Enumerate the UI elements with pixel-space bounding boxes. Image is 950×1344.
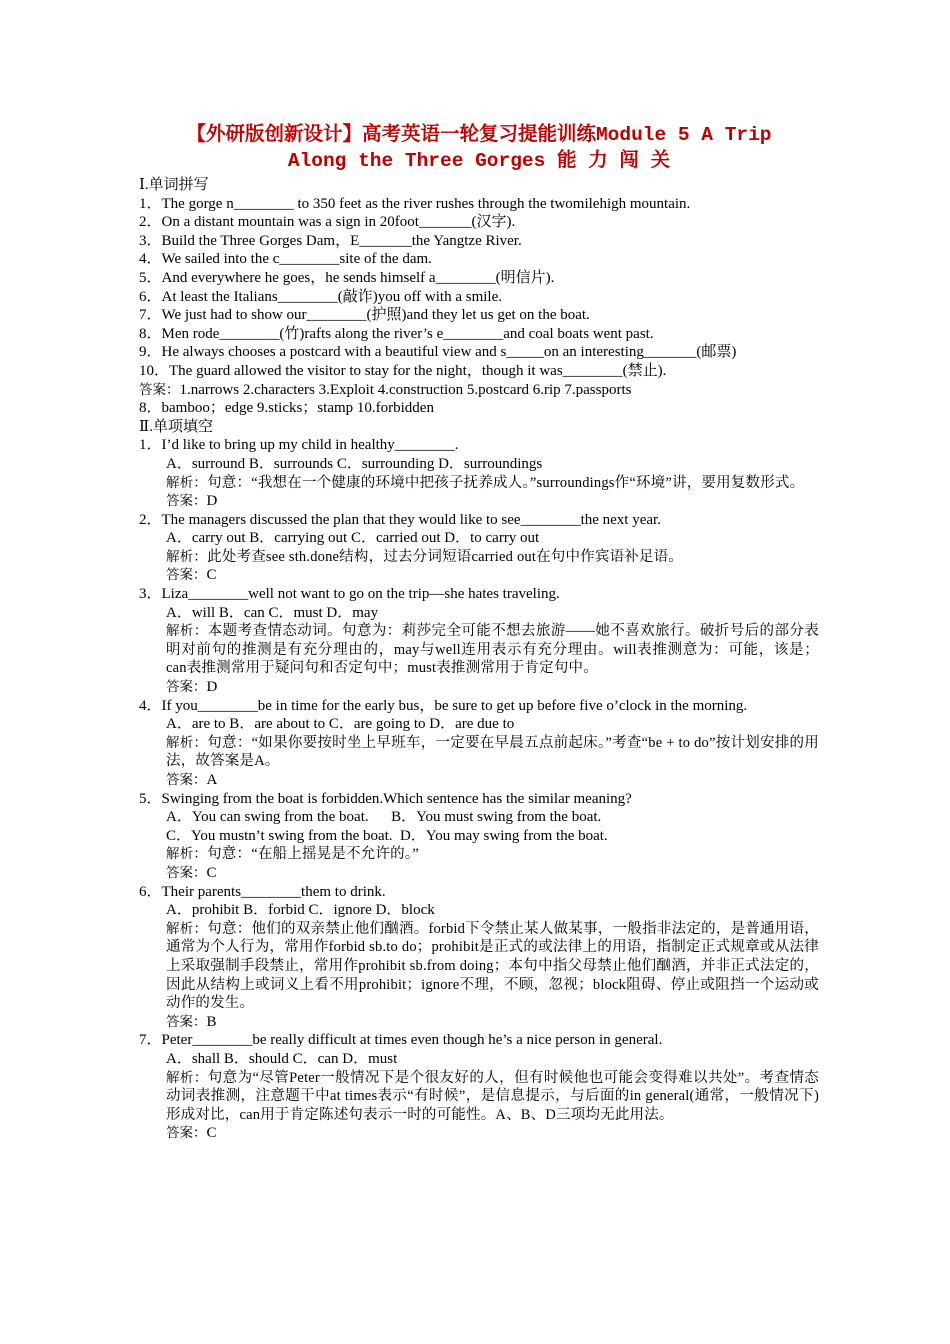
answer-value: D <box>206 493 218 510</box>
question-block <box>139 883 819 1032</box>
spelling-item: 1．The gorge n________ to 350 feet as the river rushes through the twomilehigh mountain. <box>139 195 691 212</box>
spelling-item: 9．He always chooses a postcard with a beautiful view and s_____on an interesting_______(邮票) <box>139 344 737 361</box>
answer <box>139 492 819 511</box>
question-options: A．prohibit B．forbid C．ignore D．block <box>166 902 435 919</box>
answer-value: D <box>206 679 218 696</box>
analysis <box>139 548 819 567</box>
question-block <box>139 436 819 510</box>
question-block <box>139 585 819 697</box>
analysis-label: 解析： <box>166 623 208 640</box>
analysis-label: 解析： <box>166 846 208 863</box>
answer-label: 答案： <box>166 679 207 696</box>
spelling-item: 10．The guard allowed the visitor to stay for the night，though it was________(禁止). <box>139 362 667 379</box>
analysis-text: 句意：“在船上摇晃是不允许的。” <box>207 846 419 863</box>
question-block <box>139 697 819 790</box>
question-text: 3．Liza________well not want to go on the trip—she hates traveling. <box>139 586 560 603</box>
analysis-label: 解析： <box>166 734 208 751</box>
answer-label: 答案： <box>166 1013 207 1030</box>
analysis <box>139 622 819 678</box>
question-options: A．shall B．should C．can D．must <box>166 1050 398 1067</box>
answer-label: 答案： <box>166 493 207 510</box>
answer-label: 答案： <box>139 381 180 398</box>
analysis-text: 句意：“我想在一个健康的环境中把孩子抚养成人。”surroundings作“环境”讲，要用复数形式。 <box>207 474 805 491</box>
question-text: 2．The managers discussed the plan that they would like to see________the next year. <box>139 511 661 528</box>
question-options: A．carry out B．carrying out C．carried out D．to carry out <box>166 530 540 547</box>
analysis <box>139 920 819 1013</box>
analysis-label: 解析： <box>166 920 208 937</box>
answer <box>139 1124 819 1143</box>
answer-value: C <box>206 1125 217 1142</box>
answer <box>139 678 819 697</box>
analysis <box>139 845 819 864</box>
section-1-answer <box>139 381 819 400</box>
answer <box>139 1013 819 1032</box>
question-text: 6．Their parents________them to drink. <box>139 883 386 900</box>
document-page <box>139 122 819 1143</box>
spelling-item: 5．And everywhere he goes，he sends himself a________(明信片). <box>139 269 555 286</box>
question-block <box>139 1031 819 1143</box>
section-1-answer-cont: 8．bamboo；edge 9.sticks；stamp 10.forbidden <box>139 400 434 417</box>
analysis <box>139 734 819 771</box>
question-options: A．will B．can C．must D．may <box>166 604 379 621</box>
analysis <box>139 1069 819 1125</box>
spelling-item: 4．We sailed into the c________site of the dam. <box>139 251 432 268</box>
document-title <box>139 122 819 174</box>
question-block <box>139 511 819 585</box>
analysis-text: 句意为“尽管Peter一般情况下是个很友好的人，但有时候他也可能会变得难以共处”。考查情态动词表推测，注意题干中at times表示“有时候”，是信息提示，与后面的in general(通常，一般情况下)形成对比，can用于肯定陈述句表示一时的可能性。A、B、D三项均无此用法。 <box>166 1069 819 1123</box>
question-text: 4．If you________be in time for the early bus，be sure to get up before five o’clock in the morning. <box>139 697 748 714</box>
spelling-item: 3．Build the Three Gorges Dam，E_______the Yangtze River. <box>139 232 522 249</box>
question-text: 7．Peter________be really difficult at times even though he’s a nice person in general. <box>139 1032 663 1049</box>
answer <box>139 864 819 883</box>
section-2-heading: Ⅱ.单项填空 <box>139 418 213 435</box>
analysis <box>139 474 819 493</box>
spelling-item: 8．Men rode________(竹)rafts along the river’s e________and coal boats went past. <box>139 325 654 342</box>
question-text: 1．I’d like to bring up my child in healthy________. <box>139 437 459 454</box>
answer-label: 答案： <box>166 1125 207 1142</box>
question-options: A．surround B．surrounds C．surrounding D．surroundings <box>166 455 543 472</box>
answer-label: 答案： <box>166 772 207 788</box>
question-options: C．You mustn’t swing from the boat. D．You may swing from the boat. <box>166 827 608 844</box>
answer-text: 1.narrows 2.characters 3.Exploit 4.construction 5.postcard 6.rip 7.passports <box>179 381 632 398</box>
analysis-label: 解析： <box>166 1069 208 1086</box>
answer-value: B <box>206 1013 217 1030</box>
question-block <box>139 790 819 883</box>
question-options: A．You can swing from the boat. B．You must swing from the boat. <box>166 809 602 826</box>
answer <box>139 566 819 585</box>
analysis-label: 解析： <box>166 548 208 565</box>
section-1-heading: Ⅰ.单词拼写 <box>139 177 209 193</box>
answer-label: 答案： <box>166 864 207 881</box>
spelling-item: 2．On a distant mountain was a sign in 20foot_______(汉字). <box>139 214 516 231</box>
analysis-text: 句意：“如果你要按时坐上早班车，一定要在早晨五点前起床。”考查“be + to do”按计划安排的用法，故答案是A。 <box>166 734 819 770</box>
analysis-text: 句意：他们的双亲禁止他们酗酒。forbid下令禁止某人做某事，一般指非法定的，是普通用语，通常为个人行为，常用作forbid sb.to do；prohibit是正式的或法律上的用语，指制定正式规章或从法律上采取强制手段禁止，常用作prohibit sb.from doing；本句中指父母禁止他们酗酒，并非正式法定的，因此从结构上或词义上看不用prohibit；ignore不理，不顾，忽视；block阻碍、停止或阻挡一个运动或动作的发生。 <box>166 920 819 1012</box>
spelling-item: 7．We just had to show our________(护照)and they let us get on the boat. <box>139 307 590 324</box>
title-line-1: 【外研版创新设计】高考英语一轮复习提能训练Module 5 A Trip <box>186 124 772 146</box>
title-line-2: Along the Three Gorges 能 力 闯 关 <box>287 150 671 172</box>
analysis-text: 本题考查情态动词。句意为：莉莎完全可能不想去旅游——她不喜欢旅行。破折号后的部分表明对前句的推测是有充分理由的，may与well连用表示有充分理由。will表推测意为：可能，该是；can表推测常用于疑问句和否定句中；must表推测常用于肯定句中。 <box>166 623 819 677</box>
answer <box>139 771 819 790</box>
analysis-text: 此处考查see sth.done结构，过去分词短语carried out在句中作宾语补足语。 <box>207 548 684 565</box>
answer-label: 答案： <box>166 567 207 584</box>
question-text: 5．Swinging from the boat is forbidden.Which sentence has the similar meaning? <box>139 790 632 807</box>
answer-value: C <box>206 567 217 584</box>
question-options: A．are to B．are about to C．are going to D．are due to <box>166 716 515 733</box>
analysis-label: 解析： <box>166 474 208 491</box>
section-1-items <box>139 195 819 381</box>
answer-value: C <box>206 864 217 881</box>
spelling-item: 6．At least the Italians________(敲诈)you off with a smile. <box>139 288 502 305</box>
answer-value: A <box>206 772 218 788</box>
